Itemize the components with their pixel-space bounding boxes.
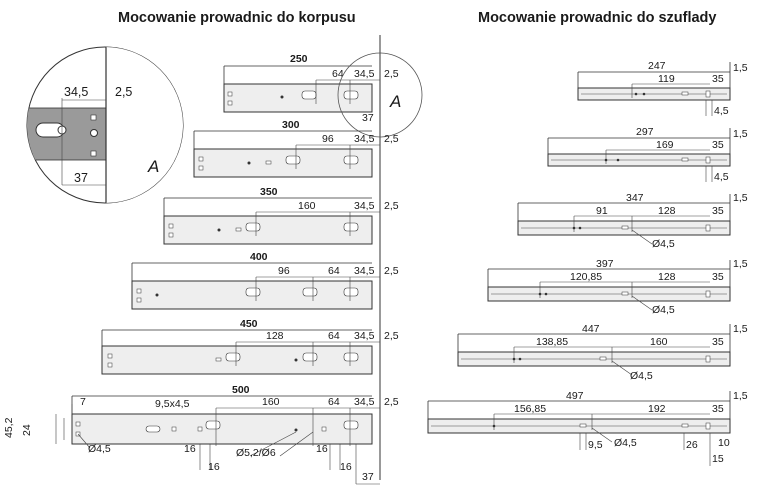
- drawer-rail-hole: Ø4,5: [652, 238, 675, 250]
- drawer-rail-side: 1,5: [733, 258, 748, 270]
- body-rail-dim-16d: 16: [340, 461, 352, 473]
- drawer-rail-dim: 35: [712, 271, 724, 283]
- body-rail-spacing: 96: [278, 265, 290, 277]
- body-rail-side: 2,5: [384, 396, 399, 408]
- heading-body-mounting: Mocowanie prowadnic do korpusu: [118, 10, 356, 26]
- body-rail-spacing: 64: [332, 68, 344, 80]
- body-rail-bottom: 37: [362, 112, 374, 124]
- body-rail-spacing: 160: [298, 200, 316, 212]
- body-rail-hole-pair: Ø5,2/Ø6: [236, 447, 276, 459]
- drawer-rail-297: [548, 126, 748, 183]
- drawer-rail-hole: Ø4,5: [630, 370, 653, 382]
- drawer-rail-dim: 128: [658, 205, 676, 217]
- body-rail-length: 500: [232, 384, 250, 396]
- drawer-rail-length: 397: [596, 258, 614, 270]
- drawer-rail-dim-10: 10: [718, 437, 730, 449]
- drawer-rail-length: 347: [626, 192, 644, 204]
- drawer-rail-length: 497: [566, 390, 584, 402]
- drawer-rail-dim: 119: [658, 73, 675, 85]
- drawer-rail-dim: 192: [648, 403, 666, 415]
- body-rail-hole: Ø4,5: [88, 443, 111, 455]
- drawer-rail-dim: 35: [712, 73, 724, 85]
- drawer-rail-dim-26: 26: [686, 439, 698, 451]
- drawer-rail-dim: 35: [712, 336, 724, 348]
- body-rail-callout: A: [390, 92, 402, 111]
- body-rail-spacing: 160: [262, 396, 280, 408]
- heading-drawer-mounting: Mocowanie prowadnic do szuflady: [478, 10, 717, 26]
- body-rail-front: 34,5: [354, 265, 375, 277]
- body-rail-side: 2,5: [384, 265, 399, 277]
- body-rail-height-inner: 24: [21, 424, 33, 436]
- drawer-rail-dim: 35: [712, 139, 724, 151]
- drawer-rail-dim-15: 15: [712, 453, 724, 465]
- body-rail-length: 400: [250, 251, 268, 263]
- drawer-rail-side: 1,5: [733, 128, 748, 140]
- body-rail-length: 250: [290, 53, 308, 65]
- body-rail-front: 34,5: [354, 68, 375, 80]
- drawer-rail-dim-9-5: 9,5: [588, 439, 603, 451]
- body-rail-dim-7: 7: [80, 396, 86, 408]
- detail-dim-2-5: 2,5: [115, 85, 133, 99]
- body-rail-front: 34,5: [354, 396, 375, 408]
- drawer-rail-side: 1,5: [733, 62, 748, 74]
- body-rail-side: 2,5: [384, 133, 399, 145]
- body-rail-length: 450: [240, 318, 258, 330]
- body-rail-dim-slot: 9,5x4,5: [155, 398, 190, 410]
- body-rail-spacing: 64: [328, 396, 340, 408]
- drawer-rail-dim: 120,85: [570, 271, 603, 283]
- detail-dim-37: 37: [74, 171, 88, 185]
- body-rail-length: 350: [260, 186, 278, 198]
- drawer-rail-side: 1,5: [733, 390, 748, 402]
- body-rail-height-outer: 45,2: [3, 417, 15, 438]
- drawer-rail-dim: 156,85: [514, 403, 547, 415]
- drawer-rail-hole: Ø4,5: [614, 437, 637, 449]
- drawer-rail-347: [518, 192, 748, 250]
- body-rail-length: 300: [282, 119, 300, 131]
- drawer-rail-dim: 169: [656, 139, 674, 151]
- body-rail-front: 34,5: [354, 200, 375, 212]
- drawer-rail-length: 447: [582, 323, 600, 335]
- body-rail-dim-16a: 16: [184, 443, 196, 455]
- body-rail-300: [194, 119, 399, 177]
- drawer-rail-dim: 91: [596, 205, 608, 217]
- body-rail-dim-16c: 16: [316, 443, 328, 455]
- body-rail-side: 2,5: [384, 68, 399, 80]
- drawer-rail-dim: 35: [712, 403, 724, 415]
- drawer-rail-side: 1,5: [733, 323, 748, 335]
- drawer-rail-dim: 160: [650, 336, 668, 348]
- drawer-rail-447: [458, 323, 748, 382]
- body-rail-spacing: 64: [328, 330, 340, 342]
- body-rail-front: 34,5: [354, 133, 375, 145]
- body-rail-400: [132, 251, 399, 309]
- drawer-rail-length: 247: [648, 60, 666, 72]
- drawer-rail-247: [578, 60, 748, 117]
- drawer-rail-397: [488, 258, 748, 316]
- body-rail-side: 2,5: [384, 330, 399, 342]
- body-rail-dim-16b: 16: [208, 461, 220, 473]
- body-rail-spacing: 64: [328, 265, 340, 277]
- drawer-rail-bottom: 4,5: [714, 171, 729, 183]
- detail-a: [20, 40, 186, 210]
- drawer-rail-hole: Ø4,5: [652, 304, 675, 316]
- body-rail-side: 2,5: [384, 200, 399, 212]
- body-rail-250: [224, 53, 422, 137]
- drawer-rail-dim: 35: [712, 205, 724, 217]
- drawer-rail-bottom: 4,5: [714, 105, 729, 117]
- drawer-rail-side: 1,5: [733, 192, 748, 204]
- drawer-rail-length: 297: [636, 126, 654, 138]
- body-rail-front: 34,5: [354, 330, 375, 342]
- drawer-rail-497: [428, 390, 748, 466]
- body-rail-spacing: 128: [266, 330, 284, 342]
- detail-dim-34-5: 34,5: [64, 85, 89, 99]
- body-rail-450: [102, 318, 399, 374]
- body-rail-dim-37: 37: [362, 471, 374, 483]
- body-rail-500: [3, 384, 399, 484]
- drawer-rail-dim: 128: [658, 271, 676, 283]
- body-rail-spacing: 96: [322, 133, 334, 145]
- drawer-rail-dim: 138,85: [536, 336, 569, 348]
- detail-letter: A: [148, 157, 160, 176]
- body-rail-350: [164, 186, 399, 244]
